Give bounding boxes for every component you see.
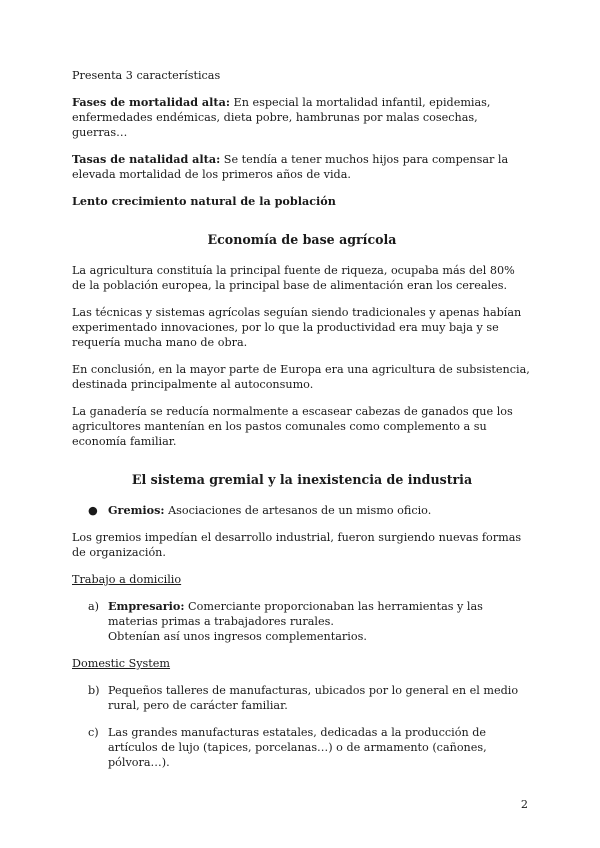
subheading-home-work: Trabajo a domicilio bbox=[72, 573, 182, 586]
characteristic-mortality bbox=[72, 95, 532, 140]
characteristic-natality bbox=[72, 152, 532, 182]
list-item-b: b) Pequeños talleres de manufacturas, ubicados por lo general en el medio rural, pero de carácter familiar. bbox=[88, 684, 519, 712]
list-item-c: c) Las grandes manufacturas estatales, dedicadas a la producción de artículos de lujo (tapices, porcelanas…) o de armamento (cañones, pólvora…). bbox=[88, 726, 487, 769]
economy-paragraph: En conclusión, en la mayor parte de Europa era una agricultura de subsistencia, destinada principalmente al autoconsumo. bbox=[72, 363, 530, 391]
economy-paragraph: Las técnicas y sistemas agrícolas seguían siendo tradicionales y apenas habían experimentado innovaciones, por lo que la productividad era muy baja y se requería mucha mano de obra. bbox=[72, 306, 522, 349]
bullet-icon: ● bbox=[88, 504, 98, 517]
subheading-domestic-system: Domestic System bbox=[72, 657, 171, 670]
intro-text: Presenta 3 características bbox=[72, 69, 221, 82]
characteristic-growth: Lento crecimiento natural de la población bbox=[72, 194, 336, 208]
economy-paragraph: La agricultura constituía la principal fuente de riqueza, ocupaba más del 80% de la población europea, la principal base de alimentación eran los cereales. bbox=[72, 264, 515, 292]
guild-paragraph: Los gremios impedían el desarrollo industrial, fueron surgiendo nuevas formas de organización. bbox=[72, 531, 522, 559]
characteristic-text: En especial la mortalidad infantil, epidemias, enfermedades endémicas, dieta pobre, hambrunas por malas cosechas, guerras… bbox=[72, 96, 491, 139]
page-number: 2 bbox=[520, 798, 528, 811]
characteristic-label: Tasas de natalidad alta: bbox=[72, 152, 221, 166]
bullet-item-guilds: ● Gremios: Asociaciones de artesanos de un mismo oficio. bbox=[88, 503, 432, 517]
section-title-guild: El sistema gremial y la inexistencia de industria bbox=[131, 472, 473, 487]
economy-paragraph: La ganadería se reducía normalmente a escasear cabezas de ganados que los agricultores mantenían en los pastos comunales como complemento a su economía familiar. bbox=[72, 405, 513, 448]
list-item-a: a) Empresario: Comerciante proporcionaban las herramientas y las materias primas a trabajadores rurales. Obtenían así unos ingresos complementarios. bbox=[88, 599, 483, 643]
characteristic-text: Se tendía a tener muchos hijos para compensar la elevada mortalidad de los primeros años de vida. bbox=[72, 153, 509, 181]
document-page bbox=[72, 68, 532, 770]
section-title-economy: Economía de base agrícola bbox=[207, 232, 397, 247]
characteristic-label: Fases de mortalidad alta: bbox=[72, 95, 230, 109]
